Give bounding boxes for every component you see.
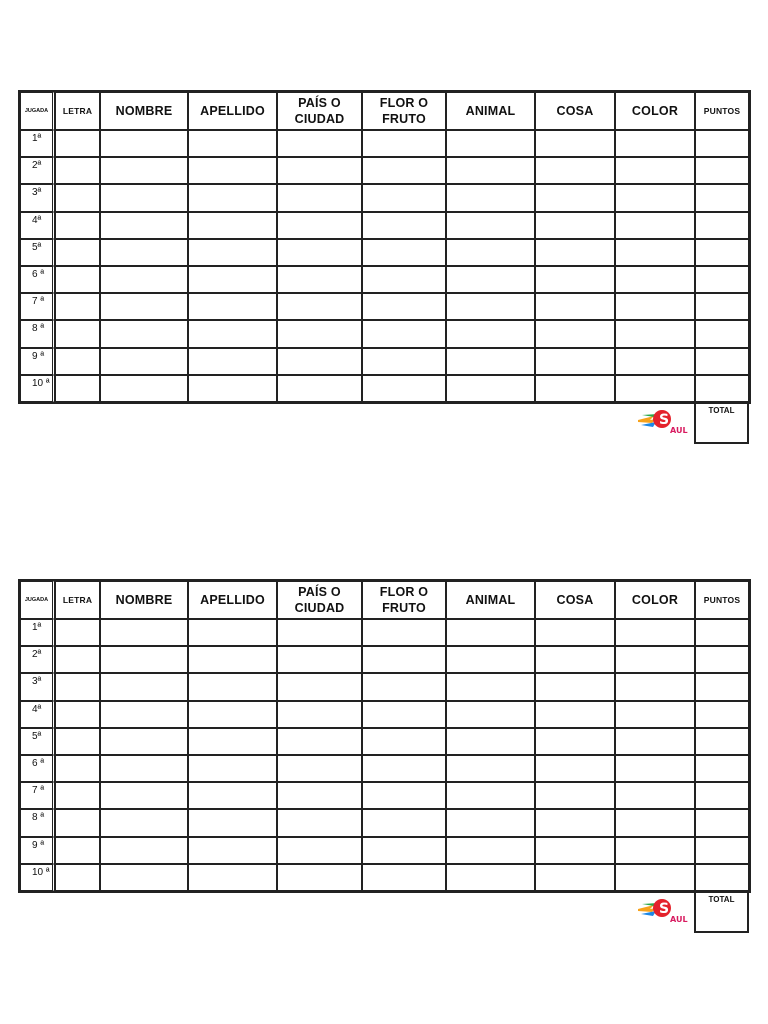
cell-nombre[interactable] bbox=[100, 809, 188, 836]
header-pais-line1: PAÍS O bbox=[298, 96, 341, 110]
cell-letra[interactable] bbox=[55, 293, 100, 320]
cell-cosa[interactable] bbox=[535, 782, 615, 809]
cell-apellido[interactable] bbox=[188, 266, 277, 293]
cell-puntos[interactable] bbox=[695, 755, 749, 782]
cell-cosa[interactable] bbox=[535, 130, 615, 157]
cell-puntos[interactable] bbox=[695, 728, 749, 755]
cell-color[interactable] bbox=[615, 320, 695, 347]
table-row bbox=[20, 782, 749, 809]
cell-nombre[interactable] bbox=[100, 755, 188, 782]
round-number: 7 ª bbox=[20, 293, 55, 320]
cell-flor-fruto[interactable] bbox=[362, 375, 446, 402]
table-row bbox=[20, 755, 749, 782]
cell-letra[interactable] bbox=[55, 184, 100, 211]
cell-apellido[interactable] bbox=[188, 646, 277, 673]
cell-nombre[interactable] bbox=[100, 673, 188, 700]
cell-animal[interactable] bbox=[446, 266, 535, 293]
header-flor-line1: FLOR O bbox=[379, 585, 429, 599]
cell-pais-ciudad[interactable] bbox=[277, 293, 362, 320]
cell-flor-fruto[interactable] bbox=[362, 293, 446, 320]
cell-animal[interactable] bbox=[446, 728, 535, 755]
cell-apellido[interactable] bbox=[188, 864, 277, 891]
cell-pais-ciudad[interactable] bbox=[277, 755, 362, 782]
cell-nombre[interactable] bbox=[100, 184, 188, 211]
logo-text: AUL bbox=[670, 914, 688, 923]
header-flor-line2: FRUTO bbox=[382, 112, 426, 126]
cell-letra[interactable] bbox=[55, 266, 100, 293]
table-row bbox=[20, 212, 749, 239]
cell-nombre[interactable] bbox=[100, 701, 188, 728]
cell-cosa[interactable] bbox=[535, 348, 615, 375]
cell-apellido[interactable] bbox=[188, 755, 277, 782]
header-letra: LETRA bbox=[55, 581, 100, 619]
cell-apellido[interactable] bbox=[188, 212, 277, 239]
cell-flor-fruto[interactable] bbox=[362, 320, 446, 347]
cell-pais-ciudad[interactable] bbox=[277, 212, 362, 239]
cell-nombre[interactable] bbox=[100, 130, 188, 157]
total-box[interactable] bbox=[694, 404, 749, 444]
cell-letra[interactable] bbox=[55, 646, 100, 673]
cell-animal[interactable] bbox=[446, 701, 535, 728]
cell-color[interactable] bbox=[615, 130, 695, 157]
header-pais-ciudad bbox=[277, 581, 362, 619]
cell-apellido[interactable] bbox=[188, 348, 277, 375]
round-number: 5ª bbox=[20, 728, 55, 755]
total-label: TOTAL bbox=[708, 894, 735, 904]
header-cosa: COSA bbox=[535, 92, 615, 130]
cell-apellido[interactable] bbox=[188, 320, 277, 347]
cell-cosa[interactable] bbox=[535, 864, 615, 891]
cell-pais-ciudad[interactable] bbox=[277, 130, 362, 157]
cell-flor-fruto[interactable] bbox=[362, 864, 446, 891]
cell-animal[interactable] bbox=[446, 130, 535, 157]
cell-animal[interactable] bbox=[446, 239, 535, 266]
cell-letra[interactable] bbox=[55, 837, 100, 864]
table-row bbox=[20, 619, 749, 646]
cell-letra[interactable] bbox=[55, 755, 100, 782]
cell-color[interactable] bbox=[615, 809, 695, 836]
cell-pais-ciudad[interactable] bbox=[277, 646, 362, 673]
table-row bbox=[20, 673, 749, 700]
cell-cosa[interactable] bbox=[535, 157, 615, 184]
cell-color[interactable] bbox=[615, 837, 695, 864]
cell-color[interactable] bbox=[615, 673, 695, 700]
cell-nombre[interactable] bbox=[100, 864, 188, 891]
cell-apellido[interactable] bbox=[188, 728, 277, 755]
total-label: TOTAL bbox=[708, 405, 735, 415]
header-animal: ANIMAL bbox=[446, 581, 535, 619]
table-row bbox=[20, 864, 749, 891]
cell-nombre[interactable] bbox=[100, 782, 188, 809]
cell-pais-ciudad[interactable] bbox=[277, 728, 362, 755]
header-row bbox=[20, 92, 749, 130]
header-letra: LETRA bbox=[55, 92, 100, 130]
cell-nombre[interactable] bbox=[100, 619, 188, 646]
cell-animal[interactable] bbox=[446, 212, 535, 239]
table-row bbox=[20, 728, 749, 755]
table-row bbox=[20, 320, 749, 347]
header-puntos: PUNTOS bbox=[695, 92, 749, 130]
round-number: 8 ª bbox=[20, 809, 55, 836]
cell-cosa[interactable] bbox=[535, 320, 615, 347]
cell-apellido[interactable] bbox=[188, 157, 277, 184]
header-pais-line2: CIUDAD bbox=[294, 112, 345, 126]
cell-color[interactable] bbox=[615, 864, 695, 891]
table-row bbox=[20, 184, 749, 211]
cell-puntos[interactable] bbox=[695, 782, 749, 809]
cell-flor-fruto[interactable] bbox=[362, 239, 446, 266]
cell-pais-ciudad[interactable] bbox=[277, 619, 362, 646]
cell-nombre[interactable] bbox=[100, 212, 188, 239]
cell-color[interactable] bbox=[615, 375, 695, 402]
cell-letra[interactable] bbox=[55, 130, 100, 157]
header-flor-line1: FLOR O bbox=[379, 96, 429, 110]
cell-pais-ciudad[interactable] bbox=[277, 864, 362, 891]
cell-letra[interactable] bbox=[55, 673, 100, 700]
cell-flor-fruto[interactable] bbox=[362, 755, 446, 782]
cell-flor-fruto[interactable] bbox=[362, 728, 446, 755]
round-number: 3ª bbox=[20, 673, 55, 700]
cell-letra[interactable] bbox=[55, 864, 100, 891]
round-number: 4ª bbox=[20, 701, 55, 728]
cell-nombre[interactable] bbox=[100, 728, 188, 755]
logo-text: AUL bbox=[670, 425, 688, 434]
cell-animal[interactable] bbox=[446, 184, 535, 211]
cell-letra[interactable] bbox=[55, 619, 100, 646]
header-jugada: JUGADA bbox=[20, 581, 55, 619]
cell-apellido[interactable] bbox=[188, 184, 277, 211]
cell-flor-fruto[interactable] bbox=[362, 701, 446, 728]
cell-cosa[interactable] bbox=[535, 728, 615, 755]
table-footer bbox=[18, 893, 749, 933]
cell-animal[interactable] bbox=[446, 673, 535, 700]
cell-letra[interactable] bbox=[55, 239, 100, 266]
cell-animal[interactable] bbox=[446, 837, 535, 864]
cell-color[interactable] bbox=[615, 266, 695, 293]
round-number: 5ª bbox=[20, 239, 55, 266]
colorful-splash-logo-icon bbox=[636, 895, 690, 923]
cell-color[interactable] bbox=[615, 782, 695, 809]
table-row bbox=[20, 157, 749, 184]
header-apellido: APELLIDO bbox=[188, 92, 277, 130]
cell-apellido[interactable] bbox=[188, 673, 277, 700]
cell-cosa[interactable] bbox=[535, 755, 615, 782]
cell-color[interactable] bbox=[615, 293, 695, 320]
cell-apellido[interactable] bbox=[188, 809, 277, 836]
header-flor-line2: FRUTO bbox=[382, 601, 426, 615]
cell-color[interactable] bbox=[615, 184, 695, 211]
cell-puntos[interactable] bbox=[695, 646, 749, 673]
cell-color[interactable] bbox=[615, 728, 695, 755]
cell-letra[interactable] bbox=[55, 320, 100, 347]
cell-cosa[interactable] bbox=[535, 673, 615, 700]
cell-flor-fruto[interactable] bbox=[362, 157, 446, 184]
round-number: 2ª bbox=[20, 646, 55, 673]
header-pais-line2: CIUDAD bbox=[294, 601, 345, 615]
cell-animal[interactable] bbox=[446, 809, 535, 836]
cell-puntos[interactable] bbox=[695, 701, 749, 728]
cell-color[interactable] bbox=[615, 239, 695, 266]
cell-pais-ciudad[interactable] bbox=[277, 348, 362, 375]
table-row bbox=[20, 809, 749, 836]
cell-letra[interactable] bbox=[55, 701, 100, 728]
cell-letra[interactable] bbox=[55, 782, 100, 809]
cell-nombre[interactable] bbox=[100, 837, 188, 864]
cell-puntos[interactable] bbox=[695, 184, 749, 211]
round-number: 1ª bbox=[20, 619, 55, 646]
cell-puntos[interactable] bbox=[695, 864, 749, 891]
header-pais-line1: PAÍS O bbox=[298, 585, 341, 599]
header-color: COLOR bbox=[615, 581, 695, 619]
score-sheet-bottom bbox=[18, 579, 749, 933]
cell-animal[interactable] bbox=[446, 348, 535, 375]
cell-letra[interactable] bbox=[55, 348, 100, 375]
cell-puntos[interactable] bbox=[695, 212, 749, 239]
cell-puntos[interactable] bbox=[695, 375, 749, 402]
colorful-splash-logo-icon bbox=[636, 406, 690, 434]
cell-apellido[interactable] bbox=[188, 375, 277, 402]
cell-cosa[interactable] bbox=[535, 239, 615, 266]
cell-nombre[interactable] bbox=[100, 646, 188, 673]
table-row bbox=[20, 701, 749, 728]
cell-flor-fruto[interactable] bbox=[362, 673, 446, 700]
cell-animal[interactable] bbox=[446, 619, 535, 646]
round-number: 9 ª bbox=[20, 837, 55, 864]
header-animal: ANIMAL bbox=[446, 92, 535, 130]
table-row bbox=[20, 239, 749, 266]
header-nombre: NOMBRE bbox=[100, 581, 188, 619]
round-number: 8 ª bbox=[20, 320, 55, 347]
cell-flor-fruto[interactable] bbox=[362, 837, 446, 864]
cell-puntos[interactable] bbox=[695, 673, 749, 700]
cell-animal[interactable] bbox=[446, 293, 535, 320]
score-table bbox=[18, 90, 751, 404]
table-row bbox=[20, 837, 749, 864]
cell-color[interactable] bbox=[615, 348, 695, 375]
cell-nombre[interactable] bbox=[100, 239, 188, 266]
cell-animal[interactable] bbox=[446, 375, 535, 402]
cell-nombre[interactable] bbox=[100, 375, 188, 402]
cell-apellido[interactable] bbox=[188, 701, 277, 728]
cell-pais-ciudad[interactable] bbox=[277, 320, 362, 347]
round-number: 9 ª bbox=[20, 348, 55, 375]
cell-letra[interactable] bbox=[55, 212, 100, 239]
cell-cosa[interactable] bbox=[535, 701, 615, 728]
total-box[interactable] bbox=[694, 893, 749, 933]
cell-pais-ciudad[interactable] bbox=[277, 184, 362, 211]
cell-flor-fruto[interactable] bbox=[362, 130, 446, 157]
cell-cosa[interactable] bbox=[535, 837, 615, 864]
cell-pais-ciudad[interactable] bbox=[277, 837, 362, 864]
cell-color[interactable] bbox=[615, 646, 695, 673]
cell-color[interactable] bbox=[615, 701, 695, 728]
cell-pais-ciudad[interactable] bbox=[277, 782, 362, 809]
logo-letter: S bbox=[659, 411, 670, 428]
cell-apellido[interactable] bbox=[188, 239, 277, 266]
cell-flor-fruto[interactable] bbox=[362, 184, 446, 211]
cell-letra[interactable] bbox=[55, 809, 100, 836]
cell-nombre[interactable] bbox=[100, 266, 188, 293]
cell-puntos[interactable] bbox=[695, 130, 749, 157]
round-number: 10 ª bbox=[20, 864, 55, 891]
cell-puntos[interactable] bbox=[695, 239, 749, 266]
cell-color[interactable] bbox=[615, 157, 695, 184]
cell-color[interactable] bbox=[615, 212, 695, 239]
cell-animal[interactable] bbox=[446, 864, 535, 891]
cell-puntos[interactable] bbox=[695, 837, 749, 864]
cell-nombre[interactable] bbox=[100, 157, 188, 184]
cell-flor-fruto[interactable] bbox=[362, 646, 446, 673]
table-row bbox=[20, 293, 749, 320]
cell-puntos[interactable] bbox=[695, 809, 749, 836]
cell-flor-fruto[interactable] bbox=[362, 266, 446, 293]
round-number: 6 ª bbox=[20, 755, 55, 782]
cell-pais-ciudad[interactable] bbox=[277, 266, 362, 293]
round-number: 1ª bbox=[20, 130, 55, 157]
round-number: 4ª bbox=[20, 212, 55, 239]
header-cosa: COSA bbox=[535, 581, 615, 619]
cell-pais-ciudad[interactable] bbox=[277, 375, 362, 402]
cell-pais-ciudad[interactable] bbox=[277, 701, 362, 728]
cell-pais-ciudad[interactable] bbox=[277, 809, 362, 836]
cell-apellido[interactable] bbox=[188, 130, 277, 157]
table-row bbox=[20, 266, 749, 293]
header-flor-fruto bbox=[362, 92, 446, 130]
cell-cosa[interactable] bbox=[535, 293, 615, 320]
cell-color[interactable] bbox=[615, 619, 695, 646]
header-color: COLOR bbox=[615, 92, 695, 130]
cell-animal[interactable] bbox=[446, 157, 535, 184]
cell-animal[interactable] bbox=[446, 782, 535, 809]
cell-nombre[interactable] bbox=[100, 293, 188, 320]
table-footer bbox=[18, 404, 749, 444]
cell-apellido[interactable] bbox=[188, 293, 277, 320]
table-row bbox=[20, 375, 749, 402]
header-apellido: APELLIDO bbox=[188, 581, 277, 619]
cell-nombre[interactable] bbox=[100, 320, 188, 347]
score-sheet-top bbox=[18, 90, 749, 444]
round-number: 7 ª bbox=[20, 782, 55, 809]
round-number: 3ª bbox=[20, 184, 55, 211]
header-nombre: NOMBRE bbox=[100, 92, 188, 130]
table-row bbox=[20, 348, 749, 375]
cell-flor-fruto[interactable] bbox=[362, 619, 446, 646]
cell-puntos[interactable] bbox=[695, 320, 749, 347]
header-flor-fruto bbox=[362, 581, 446, 619]
cell-nombre[interactable] bbox=[100, 348, 188, 375]
score-table bbox=[18, 579, 751, 893]
cell-puntos[interactable] bbox=[695, 293, 749, 320]
cell-pais-ciudad[interactable] bbox=[277, 673, 362, 700]
header-pais-ciudad bbox=[277, 92, 362, 130]
cell-apellido[interactable] bbox=[188, 619, 277, 646]
cell-flor-fruto[interactable] bbox=[362, 212, 446, 239]
cell-animal[interactable] bbox=[446, 755, 535, 782]
cell-letra[interactable] bbox=[55, 728, 100, 755]
cell-pais-ciudad[interactable] bbox=[277, 157, 362, 184]
table-row bbox=[20, 130, 749, 157]
cell-color[interactable] bbox=[615, 755, 695, 782]
cell-apellido[interactable] bbox=[188, 782, 277, 809]
cell-cosa[interactable] bbox=[535, 184, 615, 211]
cell-apellido[interactable] bbox=[188, 837, 277, 864]
cell-cosa[interactable] bbox=[535, 375, 615, 402]
cell-cosa[interactable] bbox=[535, 266, 615, 293]
cell-letra[interactable] bbox=[55, 375, 100, 402]
header-puntos: PUNTOS bbox=[695, 581, 749, 619]
cell-puntos[interactable] bbox=[695, 619, 749, 646]
round-number: 6 ª bbox=[20, 266, 55, 293]
cell-cosa[interactable] bbox=[535, 212, 615, 239]
logo-letter: S bbox=[659, 900, 670, 917]
cell-flor-fruto[interactable] bbox=[362, 782, 446, 809]
cell-cosa[interactable] bbox=[535, 619, 615, 646]
cell-letra[interactable] bbox=[55, 157, 100, 184]
cell-puntos[interactable] bbox=[695, 348, 749, 375]
cell-puntos[interactable] bbox=[695, 266, 749, 293]
cell-flor-fruto[interactable] bbox=[362, 348, 446, 375]
cell-animal[interactable] bbox=[446, 646, 535, 673]
cell-animal[interactable] bbox=[446, 320, 535, 347]
cell-cosa[interactable] bbox=[535, 646, 615, 673]
cell-puntos[interactable] bbox=[695, 157, 749, 184]
header-jugada: JUGADA bbox=[20, 92, 55, 130]
cell-cosa[interactable] bbox=[535, 809, 615, 836]
table-row bbox=[20, 646, 749, 673]
cell-pais-ciudad[interactable] bbox=[277, 239, 362, 266]
header-row bbox=[20, 581, 749, 619]
cell-flor-fruto[interactable] bbox=[362, 809, 446, 836]
round-number: 2ª bbox=[20, 157, 55, 184]
round-number: 10 ª bbox=[20, 375, 55, 402]
